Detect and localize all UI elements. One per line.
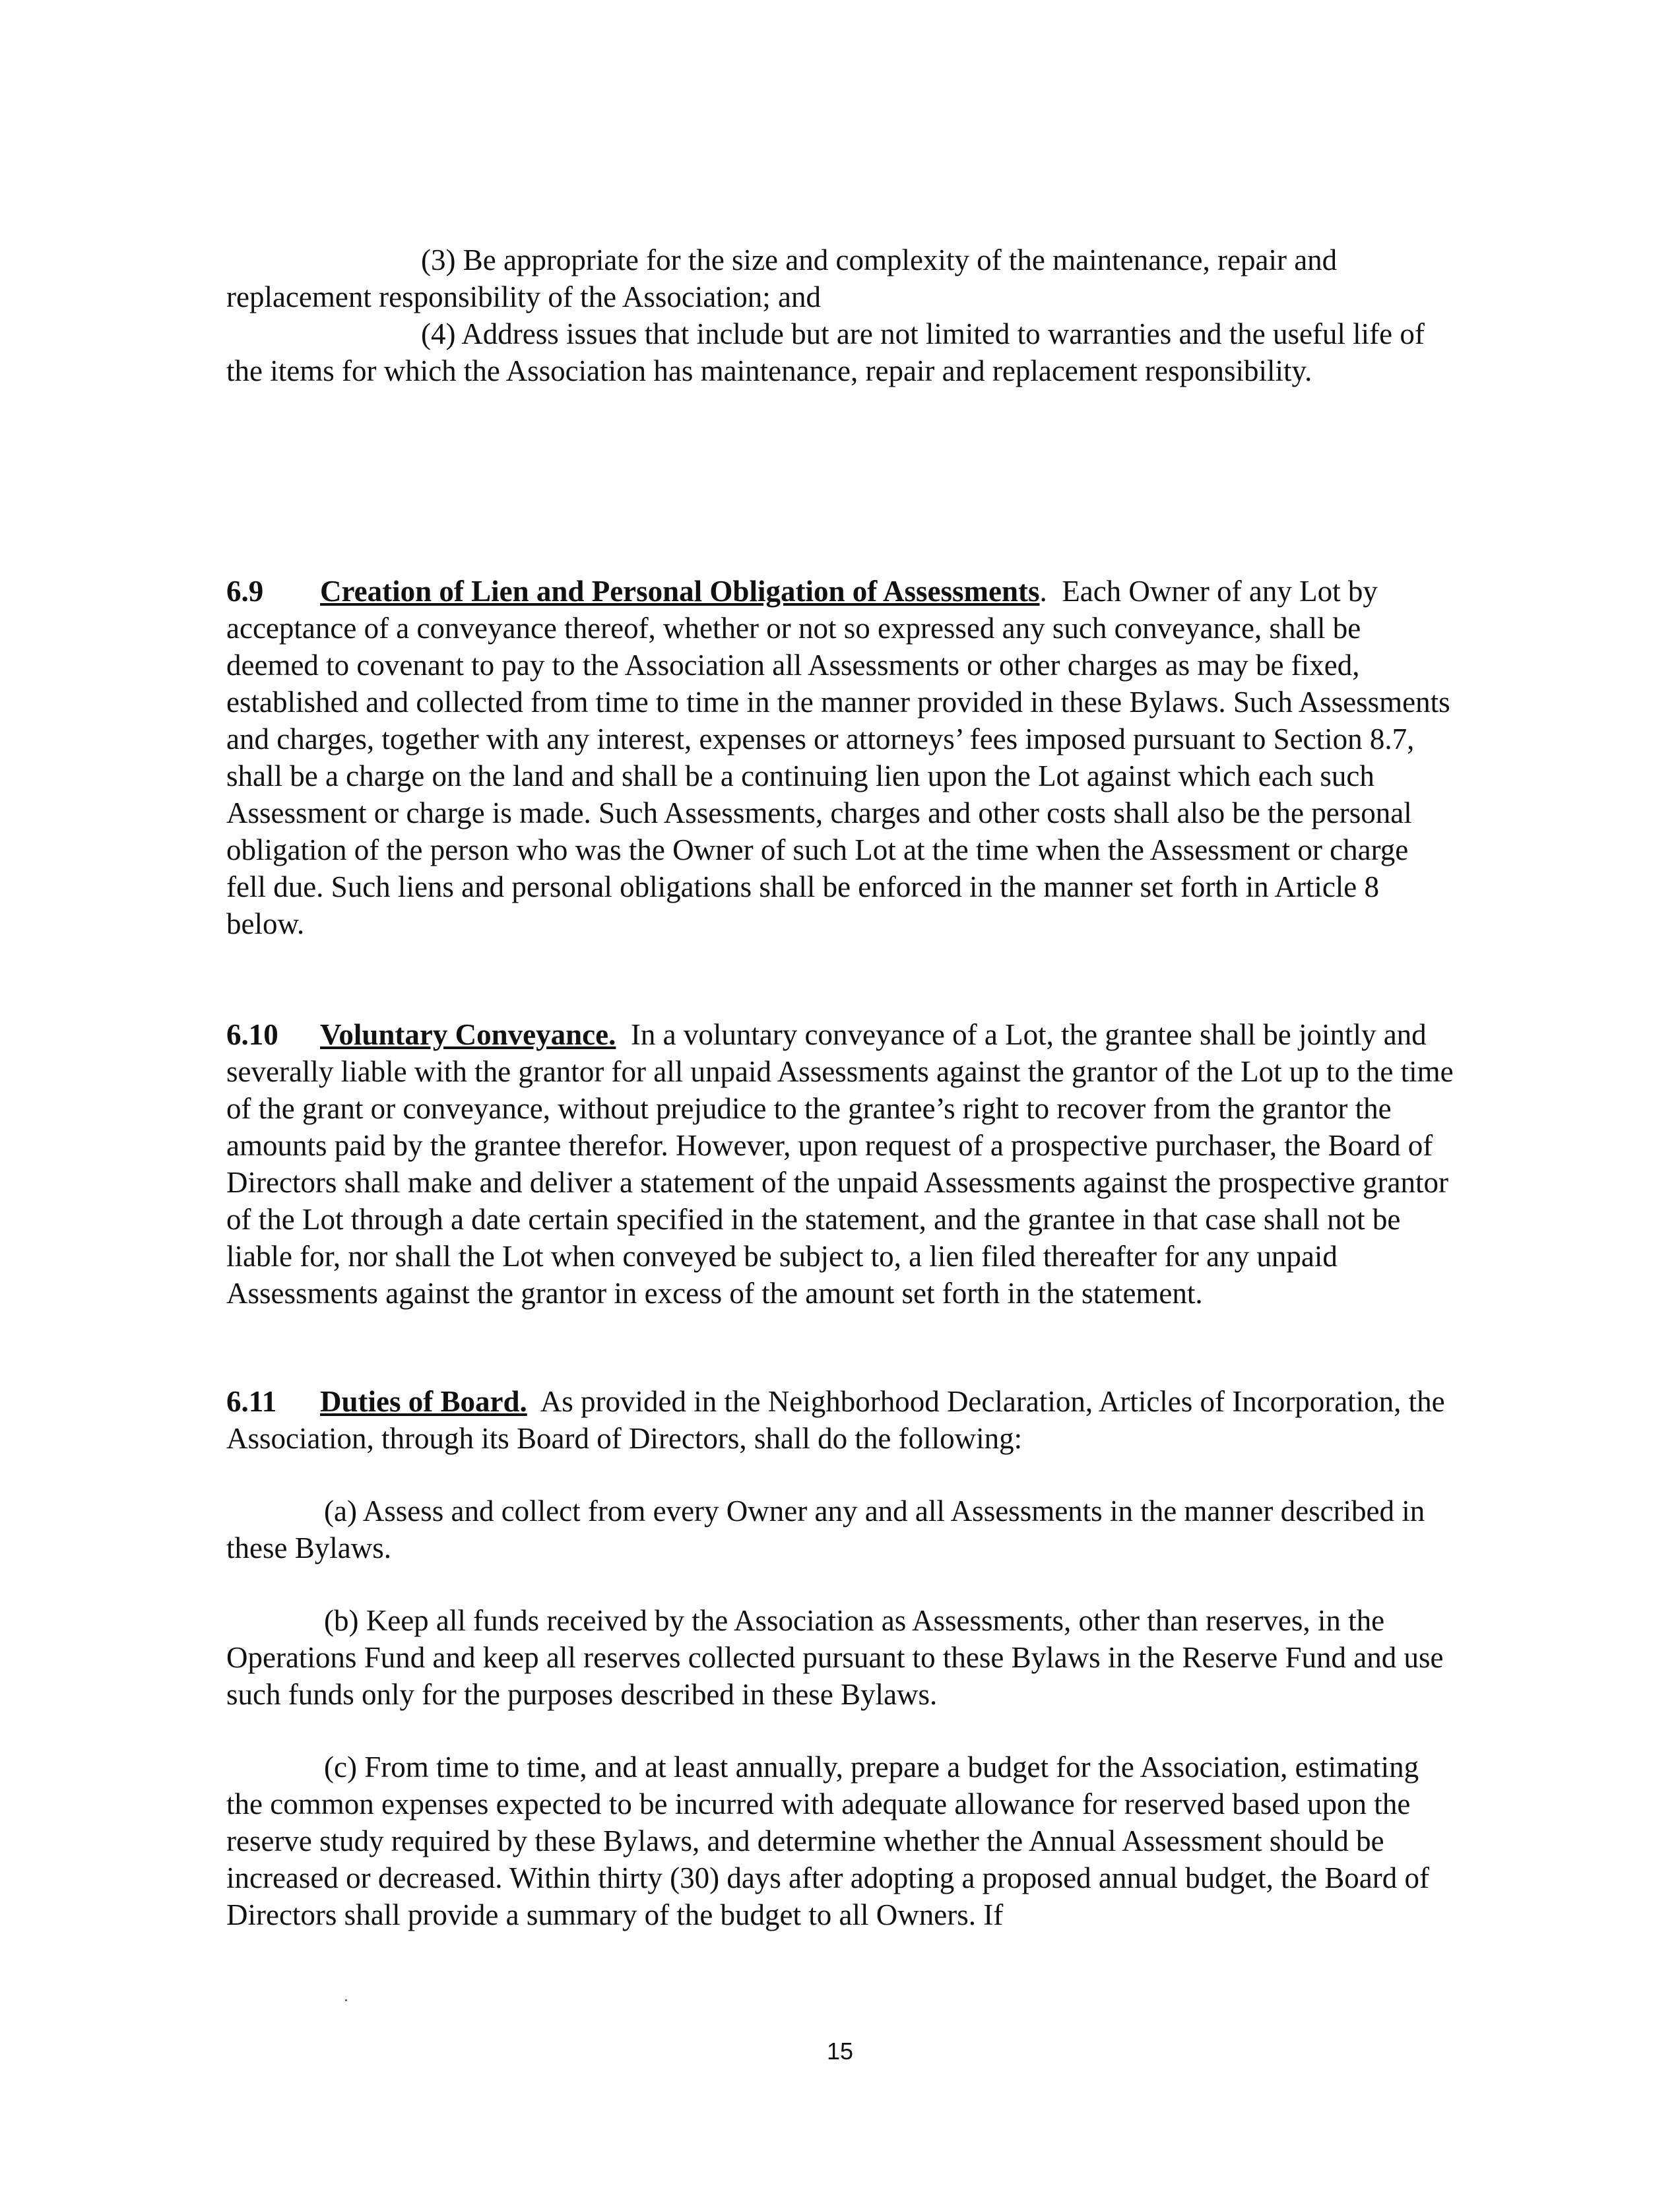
section-body: In a voluntary conveyance of a Lot, the grantee shall be jointly and severally liable with the grantor for all unpaid Assessments against the grantor of the Lot up to the time of the grant or conveyance, without prejudice to the grantee’s right to recover from the grantor the amounts paid by the grantee therefor. However, upon request of a prospective purchaser, the Board of Directors shall make and deliver a statement of the unpaid Assessments against the prospective grantor of the Lot through a date certain specified in the statement, and the grantee in that case shall not be liable for, nor shall the Lot when conveyed be subject to, a lien filed thereafter for any unpaid Assessments against the grantor in excess of the amount set forth in the statement. [226,1018,1454,1310]
section-number: 6.9 [226,575,264,608]
list-item-3: (3) Be appropriate for the size and complexity of the maintenance, repair and replacement responsibility of the Association; and [226,243,1338,313]
section-title: Voluntary Conveyance. [320,1018,616,1051]
section-6-9 [226,573,1454,942]
page-number: 15 [826,2038,854,2065]
section-6-11 [226,1383,1454,1457]
section-title: Duties of Board. [320,1385,527,1418]
section-title: Creation of Lien and Personal Obligation of Assessments [320,575,1040,608]
duty-item-b: (b) Keep all funds received by the Association as Assessments, other than reserves, in the Operations Fund and keep all reserves collected pursuant to these Bylaws in the Reserve Fund and use such funds only for the purposes described in these Bylaws. [226,1604,1444,1711]
section-title-period: . [1039,575,1047,608]
section-body: As provided in the Neighborhood Declaration, Articles of Incorporation, the Association, through its Board of Directors, shall do the following: [226,1385,1445,1455]
duty-item-c: (c) From time to time, and at least annually, prepare a budget for the Association, estimating the common expenses expected to be incurred with adequate allowance for reserved based upon the reserve study required by these Bylaws, and determine whether the Annual Assessment should be increased or decreased. Within thirty (30) days after adopting a proposed annual budget, the Board of Directors shall provide a summary of the budget to all Owners. If [226,1751,1430,1931]
list-item-4: (4) Address issues that include but are not limited to warranties and the useful life of the items for which the Association has maintenance, repair and replacement responsibility. [226,317,1425,387]
duty-item-a: (a) Assess and collect from every Owner any and all Assessments in the manner described in these Bylaws. [226,1495,1425,1564]
section-6-10 [226,1016,1454,1312]
section-number: 6.11 [226,1385,277,1418]
section-number: 6.10 [226,1018,278,1051]
section-body: Each Owner of any Lot by acceptance of a conveyance thereof, whether or not so expressed any such conveyance, shall be deemed to covenant to pay to the Association all Assessments or other charges as may be fixed, established and collected from time to time in the manner provided in these Bylaws. Such Assessments and charges, together with any interest, expenses or attorneys’ fees imposed pursuant to Section 8.7, shall be a charge on the land and shall be a continuing lien upon the Lot against which each such Assessment or charge is made. Such Assessments, charges and other costs shall also be the personal obligation of the person who was the Owner of such Lot at the time when the Assessment or charge fell due. Such liens and personal obligations shall be enforced in the manner set forth in Article 8 below. [226,575,1450,940]
scan-speck [345,1999,347,2001]
